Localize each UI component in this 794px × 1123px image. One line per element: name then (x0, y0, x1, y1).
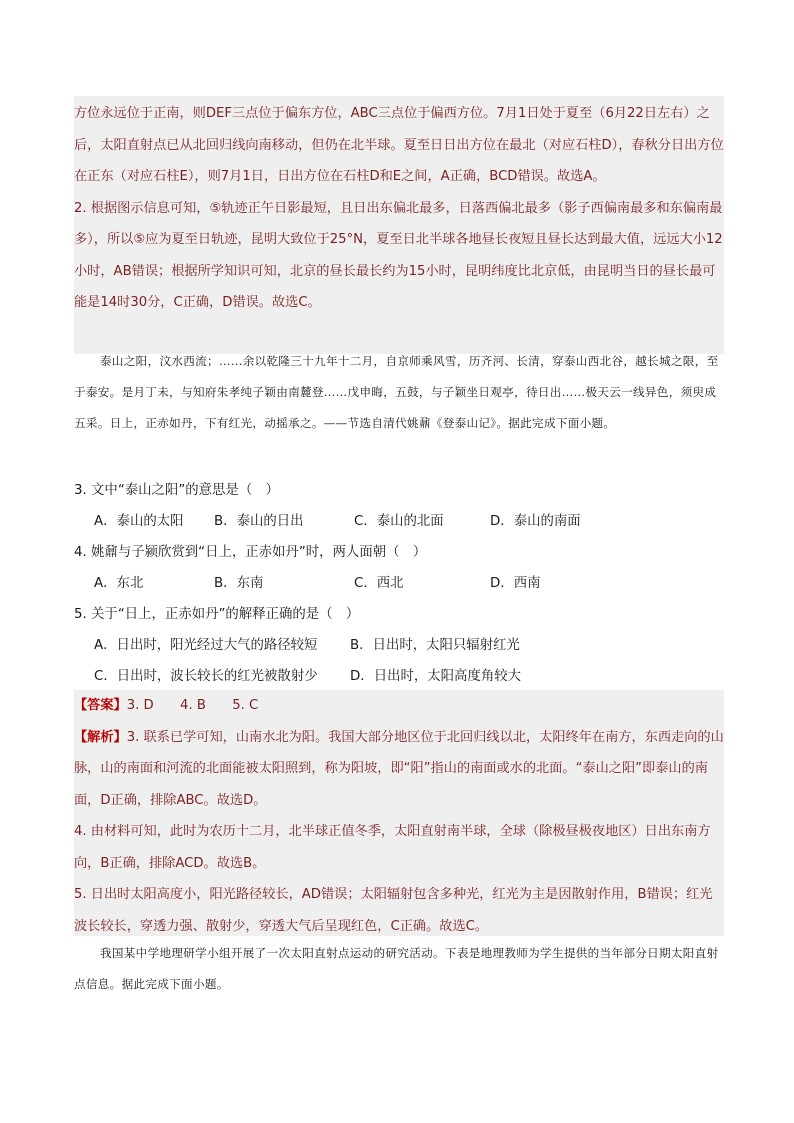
explanation-1-text: 方位永远位于正南，则DEF三点位于偏东方位，ABC三点位于偏西方位。7月1日处于夏至（6月22日左右）之后，太阳直射点已从北回归线向南移动，但仍在北半球。夏至日日出方位在最北（对应石柱D），春秋分日出方位在正东（对应石柱E），则7月1日，日出方位在石柱D和E之间，A正确，BCD错误。故选A。 (74, 106, 724, 184)
question-5-option-d: D．日出时，太阳高度角较大 (350, 669, 521, 684)
question-4: 4. 姚鼐与子颍欣赏到“日上，正赤如丹”时，两人面朝（ ） (74, 545, 427, 560)
answer-tag: 【答案】 (74, 698, 127, 713)
analysis-tag: 【解析】 (74, 729, 127, 745)
question-3-option-d: D．泰山的南面 (490, 514, 581, 529)
analysis-3-text: 3. 联系已学可知，山南水北为阳。我国大部分地区位于北回归线以北，太阳终年在南方，东西走向的山脉，山的南面和河流的北面能被太阳照到，称为阳坡，即“阳”指山的南面或水的北面。“泰山之阳”即泰山的南面，D正确，排除ABC。故选D。 (74, 729, 724, 808)
question-4-option-d: D．西南 (490, 576, 541, 591)
question-5-option-b: B．日出时，太阳只辐射红光 (350, 638, 520, 653)
question-3: 3. 文中“泰山之阳”的意思是（ ） (74, 483, 279, 498)
question-5-option-a: A．日出时，阳光经过大气的路径较短 (94, 638, 318, 653)
next-passage-text: 我国某中学地理研学小组开展了一次太阳直射点运动的研究活动。下表是地理教师为学生提供的当年部分日期太阳直射点信息。据此完成下面小题。 (74, 946, 719, 991)
answer-line (74, 690, 724, 722)
explanation-2-text: 2. 根据图示信息可知，⑤轨迹正午日影最短，且日出东偏北最多，日落西偏北最多（影子西偏南最多和东偏南最多），所以⑤应为夏至日轨迹，昆明大致位于25°N，夏至日北半球各地昼长夜短且昼长达到最大值，远远大小12小时，AB错误；根据所学知识可知，北京的昼长最长约为15小时，昆明纬度比北京低，由昆明当日的昼长最可能是14时30分，C正确，D错误。故选C。 (74, 200, 723, 310)
question-5: 5. 关于“日上，正赤如丹”的解释正确的是（ ） (74, 607, 360, 622)
reading-passage (74, 346, 724, 439)
answer-values: 3. D 4. B 5. C (126, 698, 259, 713)
analysis-5-text: 5. 日出时太阳高度小，阳光路径较长，AD错误；太阳辐射包含多种光，红光为主是因散射作用，B错误；红光波长较长，穿透力强、散射少，穿透大气后呈现红色，C正确。故选C。 (74, 887, 713, 934)
answer-analysis-block (74, 690, 724, 936)
question-4-option-a: A．东北 (94, 576, 144, 591)
next-passage (74, 938, 724, 1000)
explanation-previous (74, 96, 724, 354)
question-4-option-b: B．东南 (214, 576, 264, 591)
question-5-option-c: C．日出时，波长较长的红光被散射少 (94, 669, 318, 684)
analysis-4-text: 4. 由材料可知，此时为农历十二月，北半球正值冬季，太阳直射南半球，全球（除极昼极夜地区）日出东南方向，B正确，排除ACD。故选B。 (74, 824, 711, 871)
question-group (74, 474, 724, 690)
question-3-option-c: C．泰山的北面 (354, 514, 444, 529)
question-3-option-b: B．泰山的日出 (214, 514, 304, 529)
reading-passage-text: 泰山之阳，汶水西流；……余以乾隆三十九年十二月，自京师乘风雪，历齐河、长清，穿泰山西北谷，越长城之限，至于泰安。是月丁未，与知府朱孝纯子颖由南麓登……戊申晦，五鼓，与子颖坐日观亭，待日出……极天云一线异色，须臾成五采。日上，正赤如丹，下有红光，动摇承之。——节选自清代姚鼐《登泰山记》。据此完成下面小题。 (74, 354, 719, 430)
analysis-3 (74, 722, 724, 817)
question-4-option-c: C．西北 (354, 576, 404, 591)
question-3-option-a: A．泰山的太阳 (94, 514, 184, 529)
